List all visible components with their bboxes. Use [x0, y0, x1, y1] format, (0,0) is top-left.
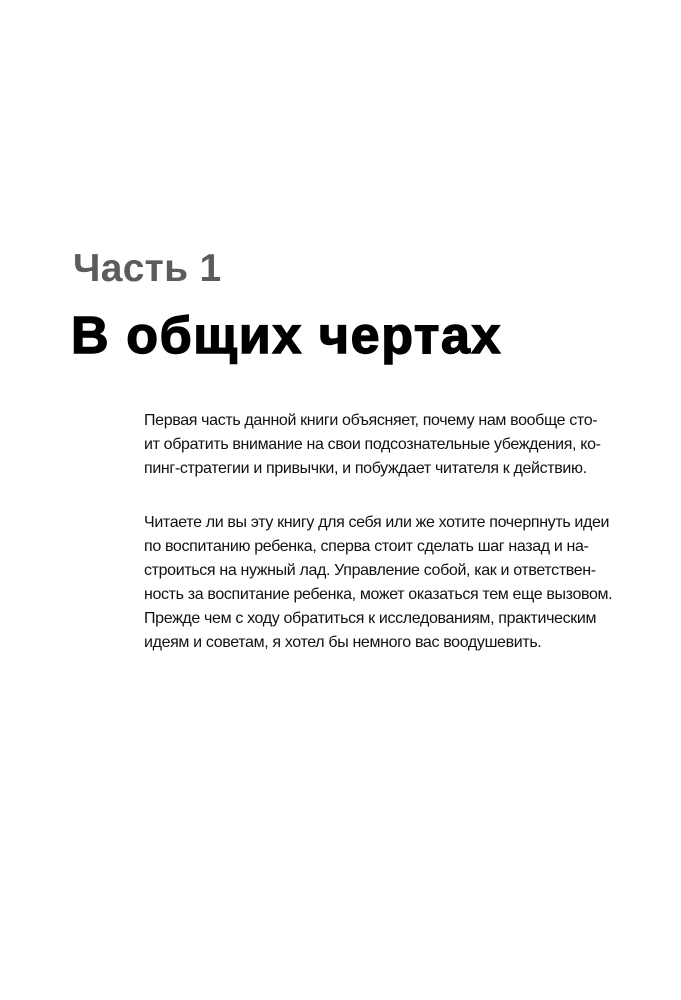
part-title: В общих чертах [71, 307, 502, 365]
part-label: Часть 1 [73, 247, 222, 290]
intro-paragraph-2 [144, 511, 613, 655]
intro-paragraph-1 [144, 409, 601, 481]
paragraph-line: Первая часть данной книги объясняет, почему нам вообще сто- [144, 412, 598, 429]
paragraph-line: идеям и советам, я хотел бы немного вас воодушевить. [144, 634, 542, 651]
paragraph-line: Прежде чем с ходу обратиться к исследованиям, практическим [144, 610, 597, 627]
paragraph-line: Читаете ли вы эту книгу для себя или же хотите почерпнуть идеи [144, 514, 610, 531]
paragraph-line: строиться на нужный лад. Управление собой, как и ответствен- [144, 562, 596, 579]
paragraph-line: по воспитанию ребенка, сперва стоит сделать шаг назад и на- [144, 538, 589, 555]
paragraph-line: ность за воспитание ребенка, может оказаться тем еще вызовом. [144, 586, 613, 603]
paragraph-line: ит обратить внимание на свои подсознательные убеждения, ко- [144, 436, 601, 453]
paragraph-line: пинг-стратегии и привычки, и побуждает читателя к действию. [144, 460, 587, 477]
